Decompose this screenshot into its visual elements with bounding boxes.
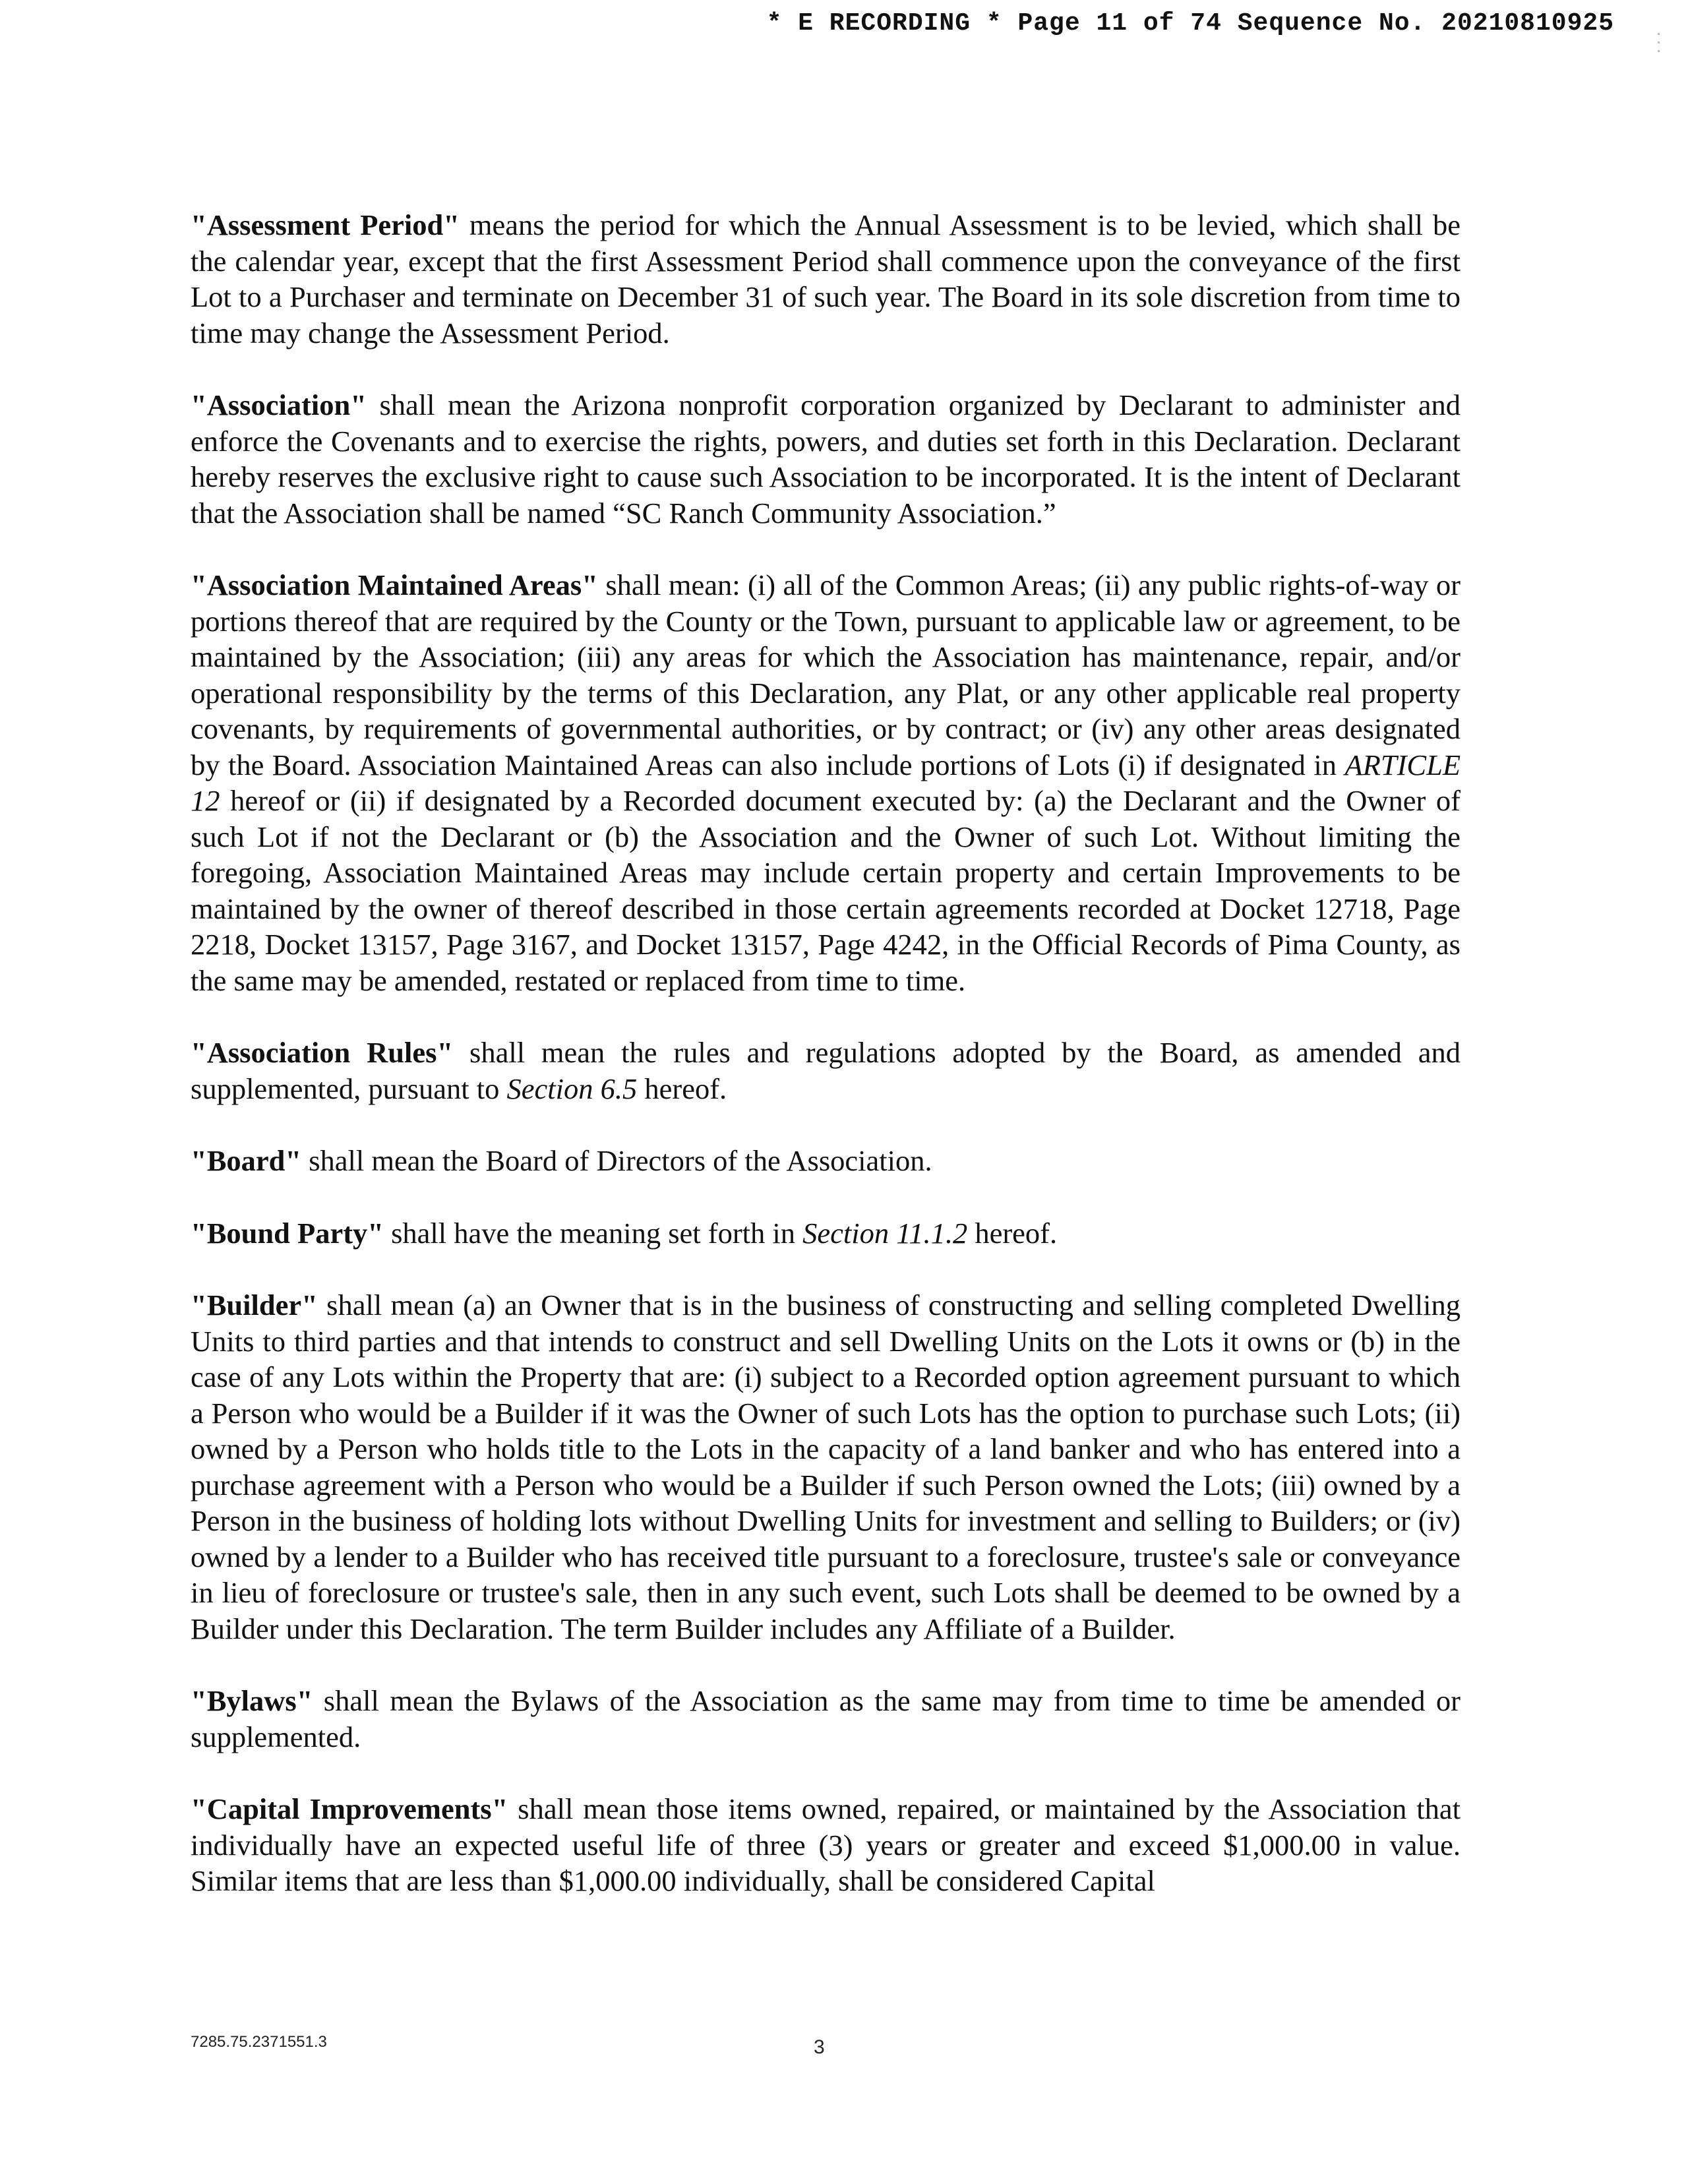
definition-paragraph [191,567,1461,998]
definitions-body [191,207,1461,1935]
scan-artifact [1658,26,1662,132]
definition-text: means the period for which the Annual Assessment is to be levied, which shall be the calendar year, except that the first Assessment Period shall commence upon the conveyance of the first Lot to a Purchaser and terminate on December 31 of such year. The Board in its sole discretion from time to time may change the Assessment Period. [191,208,1461,349]
scan-speck [1658,42,1660,44]
definition-text: hereof. [967,1216,1058,1250]
definition-paragraph [191,1143,1461,1179]
defined-term: "Bylaws" [191,1684,313,1717]
defined-term: "Association Maintained Areas" [191,568,598,601]
defined-term: "Association" [191,388,367,421]
section-reference: Section 11.1.2 [802,1216,968,1250]
definition-paragraph [191,1683,1461,1755]
defined-term: "Builder" [191,1289,318,1321]
definition-text: shall mean: (i) all of the Common Areas; (ii) any public rights-of-way or portions thereof that are required by the County or the Town, pursuant to applicable law or agreement, to be maintained by the Association; (iii) any areas for which the Association has maintenance, repair, and/or operational responsibility by the terms of this Declaration, any Plat, or any other applicable real property covenants, by requirements of governmental authorities, or by contract; or (iv) any other areas designated by the Board. Association Maintained Areas can also include portions of Lots (i) if designated in [191,568,1461,781]
page-number: 3 [814,2036,825,2058]
definition-text: hereof or (ii) if designated by a Recorded document executed by: (a) the Declarant and the Owner of such Lot if not the Declarant or (b) the Association and the Owner of such Lot. Without limiting the foregoing, Association Maintained Areas may include certain property and certain Improvements to be maintained by the owner of thereof described in those certain agreements recorded at Docket 12718, Page 2218, Docket 13157, Page 3167, and Docket 13157, Page 4242, in the Official Records of Pima County, as the same may be amended, restated or replaced from time to time. [191,784,1461,997]
definition-paragraph [191,1287,1461,1647]
definition-text: shall mean the Board of Directors of the Association. [301,1144,932,1177]
definition-text: shall mean the rules and regulations adopted by the Board, as amended and supplemented, pursuant to [191,1036,1461,1105]
definition-paragraph [191,1791,1461,1899]
section-reference: ARTICLE 12 [191,748,1461,817]
defined-term: "Bound Party" [191,1216,384,1250]
scan-speck [1658,33,1660,35]
definition-text: shall mean the Arizona nonprofit corporation organized by Declarant to administer and enforce the Covenants and to exercise the rights, powers, and duties set forth in this Declaration. Declarant hereby reserves the exclusive right to cause such Association to be incorporated. It is the intent of Declarant that the Association shall be named “SC Ranch Community Association.” [191,388,1461,530]
defined-term: "Board" [191,1144,302,1177]
definition-text: hereof. [637,1072,727,1105]
definition-paragraph [191,207,1461,351]
definition-text: shall mean the Bylaws of the Association as the same may from time to time be amended or supplemented. [191,1684,1461,1753]
definition-paragraph [191,1215,1461,1252]
defined-term: "Assessment Period" [191,208,460,241]
section-reference: Section 6.5 [506,1072,638,1105]
definition-paragraph [191,1035,1461,1107]
definition-text: shall have the meaning set forth in [383,1216,803,1250]
definition-text: shall mean (a) an Owner that is in the business of constructing and selling completed Dwelling Units to third parties and that intends to construct and sell Dwelling Units on the Lots it owns or (b) in the case of any Lots within the Property that are: (i) subject to a Recorded option agreement pursuant to which a Person who would be a Builder if it was the Owner of such Lots has the option to purchase such Lots; (ii) owned by a Person who holds title to the Lots in the capacity of a land banker and who has entered into a purchase agreement with a Person who would be a Builder if such Person owned the Lots; (iii) owned by a Person in the business of holding lots without Dwelling Units for investment and selling to Builders; or (iv) owned by a lender to a Builder who has received title pursuant to a foreclosure, trustee's sale or conveyance in lieu of foreclosure or trustee's sale, then in any such event, such Lots shall be deemed to be owned by a Builder under this Declaration. The term Builder includes any Affiliate of a Builder. [191,1289,1461,1645]
defined-term: "Association Rules" [191,1036,454,1069]
scan-speck [1658,50,1660,52]
defined-term: "Capital Improvements" [191,1792,508,1825]
definition-text: shall mean those items owned, repaired, or maintained by the Association that individually have an expected useful life of three (3) years or greater and exceed $1,000.00 in value. Similar items that are less than $1,000.00 individually, shall be considered Capital [191,1792,1461,1897]
definition-paragraph [191,387,1461,531]
document-id: 7285.75.2371551.3 [191,2033,327,2051]
recording-header: * E RECORDING * Page 11 of 74 Sequence No. 20210810925 [766,9,1614,38]
